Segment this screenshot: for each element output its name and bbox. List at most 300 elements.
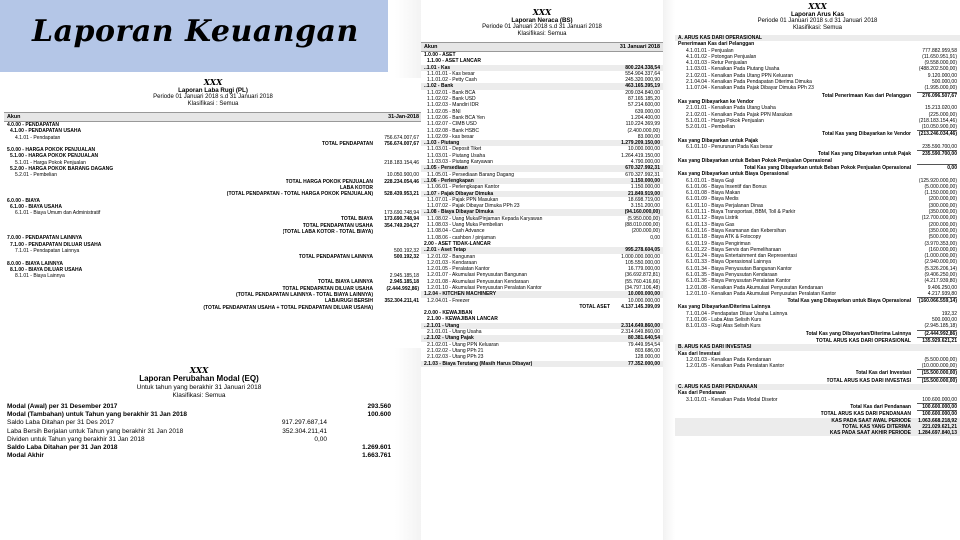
cash-flow-report [675,2,960,540]
row-label: 1.2.01.08 - Akumulasi Penyusutan Kendaraan [427,278,529,285]
report-row [675,164,960,171]
report-row [675,369,960,376]
row-label: 1.1.02.03 - Mandiri IDR [427,102,479,109]
row-value: (500.000,00) [928,234,957,241]
row-label: 8.0.00 - BIAYA LAINNYA [7,260,63,267]
row-label: 1.1.02.01 - Bank BCA [427,89,476,96]
row-value: 192,32 [941,310,957,317]
column-period: 31-Jan-2018 [388,114,419,120]
company-name: XXX [203,78,223,87]
report-row [675,403,960,410]
row-value: 1.663.761 [362,452,391,460]
row-value: 2.314.649.860,00 [621,329,660,336]
row-value: 235.590.700,00 [917,150,957,157]
row-label: 1.2.01.10 - Akumulasi Penyusutan Peralatan Kantor [427,284,542,291]
row-label: LABA KOTOR [339,184,373,191]
report-row [4,452,394,460]
balance-sheet-report [421,8,663,540]
row-label: ..2.1.01 - Utang [424,322,460,329]
row-value: (9.406.250,00) [924,271,957,278]
profit-loss-report [4,78,422,348]
report-row [675,377,960,384]
row-value: (2.945.185,18) [924,323,957,330]
report-row [4,411,394,419]
row-value: (488.202.500,00) [918,66,957,73]
report-title: Laporan Perubahan Modal (EQ) [139,374,259,383]
row-value: (213.246.034,46) [918,131,957,138]
row-value: 500.192,32 [393,247,419,254]
row-label: 2.1.02.01 - Kenaikan Pada Utang PPN Keluaran [686,72,794,79]
report-row [421,361,663,367]
row-value: 354.749.204,27 [384,222,419,229]
row-value: 1.063.668.218,92 [918,417,957,424]
row-value: 100.600.000,00 [917,410,957,417]
row-label: 6.1.01 - Biaya Umum dan Administratif [15,210,101,217]
row-label: 1.2.04.01 - Freezer [427,297,470,304]
row-label: 1.2.01.07 - Akumulasi Penyusutan Bangunan [427,272,528,279]
row-value: 135.929.621,21 [917,337,957,344]
row-label: 6.1.01.16 - Biaya Keamanan dan Kebersihan [686,227,786,234]
row-label: Total Kas yang Dibayarkan untuk Pajak [818,151,911,158]
row-value: 9.406.250,00 [927,284,957,291]
equity-change-report [4,366,394,496]
row-value: 235.590.700,00 [922,144,957,151]
row-label: ..1.06 - Perlengkapan [424,177,474,184]
row-label: 7.1.01 - Pendapatan Lainnya [15,247,80,254]
row-label: 5.0.00 - HARGA POKOK PENJUALAN [7,147,96,154]
row-value: 228.234.054,46 [384,178,419,185]
row-value: 110.224.369,99 [625,121,660,128]
row-label: Total Penerimaan Kas dari Pelanggan [821,92,911,99]
row-value: 15.213.020,00 [925,105,957,112]
row-label: ..1.08 - Biaya Dibayar Dimuka [424,209,494,216]
row-value: (350.000,00) [928,209,957,216]
row-label: TOTAL PENDAPATAN [321,140,373,147]
report-period: Periode 01 Januari 2018 s.d 31 Januari 2018 [153,94,273,100]
row-label: 1.2.01.05 - Peralatan Kantor [427,266,490,273]
row-label: 2.1.03 - Biaya Terutang (Masih Harus Dibayar) [424,360,533,367]
row-label: TOTAL KAS YANG DITERIMA [842,423,911,430]
row-label: 7.1.01.06 - Laba Atas Selisih Kurs [686,317,762,324]
row-value: (34.797.106,48) [624,284,660,291]
row-label: 6.0.00 - BIAYA [7,197,40,204]
row-value: 100.600.000,00 [917,403,957,410]
row-label: Penerimaan Kas dari Pelanggan [678,41,755,48]
report-row [675,297,960,304]
report-header [4,78,422,108]
row-value: (88.010.000,00) [624,222,660,229]
row-value: 10.050.900,00 [387,172,419,179]
report-rows [675,35,960,436]
row-label: 1.1.03.01 - Kenaikan Pada Piutang Usaha [686,66,780,73]
row-label: 5.2.01.01 - Pembelian [686,124,735,131]
row-label: Kas yang Dibayarkan untuk Biaya Operasional [678,171,789,178]
row-value: 500.000,00 [931,317,957,324]
row-label: 8.1.00 - BIAYA DILUAR USAHA [10,266,83,273]
row-value: 1.150.000,00 [630,184,660,191]
row-value: 500.192,32 [393,254,419,261]
row-value: 293.560 [367,403,391,410]
row-label: 6.1.01.08 - Biaya Makan [686,190,741,197]
row-label: Dividen untuk Tahun yang berakhir 31 Jan 2018 [7,435,145,443]
row-label: 1.1.02.08 - Bank HSBC [427,127,479,134]
report-classification: Klasifikasi : Semua [187,101,239,107]
row-label: 8.1.01.03 - Rugi Atas Selisih Kurs [686,323,761,330]
row-value: 995.278.604,05 [625,247,660,254]
column-account: Akun [7,114,21,120]
row-label: Saldo Laba Ditahan per 31 Des 2017 [7,419,114,427]
row-label: ..1.02 - Bank [424,83,454,90]
row-label: 1.1.07.01 - Pajak PPN Masukan [427,196,499,203]
report-header [4,366,394,400]
row-value: 4.217.939,80 [927,290,957,297]
column-account: Akun [424,44,438,50]
row-value: (55.760.416,66) [624,278,660,285]
row-label: ..2.1.02 - Utang Pajak [424,335,474,342]
row-subvalue: 0,00 [314,435,327,443]
row-value: (1.995.000,00) [924,85,957,92]
row-label: ..1.01 - Kas [424,64,451,71]
row-value: 2.314.649.860,00 [621,322,660,329]
row-label: Kas yang Dibayarkan untuk Pajak [678,137,759,144]
row-value: 79.449.954,54 [628,341,660,348]
row-label: Total Kas yang Dibayarkan untuk Biaya Operasional [787,298,911,305]
report-row [675,330,960,337]
row-value: 100.600.000,00 [922,396,957,403]
row-value: 803.686,00 [634,347,660,354]
row-label: TOTAL PENDAPATAN LAINNYA [298,254,373,261]
row-label: 6.1.01.10 - Biaya Perjalanan Dinas [686,202,764,209]
row-label: 1.1.06.01 - Perlengkapan Kantor [427,184,500,191]
row-label: 1.1.03.03 - Piutang Karyawan [427,159,493,166]
row-label: 6.1.01.01 - Biaya Gaji [686,177,735,184]
report-row [675,92,960,99]
row-label: 1.2.01.03 - Kendaraan [427,259,477,266]
row-value: 10.000.000,00 [628,297,660,304]
row-value: 57.214.600,00 [628,102,660,109]
row-value: 87.165.185,20 [628,96,660,103]
row-value: 16.779.000,00 [628,266,660,273]
row-value: 1.279.209.150,00 [621,140,660,147]
row-label: 6.1.01.22 - Biaya Servis dan Pemeliharaan [686,246,782,253]
row-value: 173.690.748,94 [384,210,419,217]
row-label: 1.1.02.05 - BNI [427,108,461,115]
row-label: 1.1.08.06 - cashbon / pinjaman [427,234,496,241]
column-header [421,42,663,52]
row-label: 6.1.01.19 - Biaya Pengiriman [686,240,751,247]
row-label: Total Kas dari Pendanaan [850,403,911,410]
row-value: 800.224.338,54 [625,64,660,71]
report-rows [4,122,422,311]
row-label: 2.1.01.01 - Utang Usaha [427,329,482,336]
row-label: 1.1.02.06 - Bank BCA Yen [427,114,485,121]
row-label: Modal (Tambahan) untuk Tahun yang berakhir 31 Jan 2018 [7,411,187,419]
row-label: 1.1.01.01 - Kas besar [427,70,475,77]
row-label: 7.1.01.04 - Pendapatan Diluar Usaha Lainnya [686,310,788,317]
row-label: 6.1.01.33 - Biaya Operasional Lainnya [686,259,772,266]
report-header [421,8,663,38]
row-value: (225.000,00) [928,111,957,118]
row-label: ..2.01 - Aset Tetap [424,247,466,254]
row-label: 2.1.04.04 - Kenaikan Pada Pendapatan Diterima Dimuka [686,79,812,86]
row-label: ..1.03 - Piutang [424,140,460,147]
row-label: TOTAL ASET [579,303,610,310]
row-value: 9.120.000,00 [927,72,957,79]
column-period: 31 Januari 2018 [619,44,660,50]
row-value: (5.950.000,00) [627,215,660,222]
row-value: 352.304.211,41 [384,298,419,305]
row-value: 500.000,00 [931,79,957,86]
company-name: XXX [808,2,827,11]
row-value: (5.000.000,00) [924,183,957,190]
row-value: (350.000,00) [928,227,957,234]
row-value: 10.000.000,00 [628,291,660,298]
report-title: Laporan Laba Rugi (PL) [178,87,248,94]
row-label: 5.1.00 - HARGA POKOK PENJUALAN [10,153,99,160]
row-subvalue: 917.297.687,14 [281,419,327,427]
row-label: TOTAL BIAYA [340,216,373,223]
row-value: (200.000,00) [631,228,660,235]
row-label: 1.1.07.02 - Pajak Dibayar Dimuka PPh 23 [427,203,520,210]
row-value: 1.000.000.000,00 [621,253,660,260]
report-title: Laporan Arus Kas [790,11,845,18]
row-value: 1.269.601 [362,444,391,452]
row-label: 6.1.01.35 - Biaya Penyusutan Kendaraan [686,271,778,278]
row-value: 128.000,00 [634,354,660,361]
row-label: 6.1.01.18 - Biaya ATK & Fotocopy [686,234,761,241]
company-name: XXX [189,366,209,375]
report-classification: Klasifikasi: Semua [517,31,567,37]
row-value: 77.352.000,00 [628,360,660,367]
report-row [4,436,394,444]
row-label: KAS PADA SAAT AWAL PERIODE [831,417,911,424]
row-subvalue: 352.304.211,41 [282,427,327,435]
row-value: (2.444.992,86) [386,285,419,292]
row-value: 1.150.000,00 [630,177,660,184]
row-value: 80.381.640,54 [628,335,660,342]
row-label: 2.1.01.01 - Kenaikan Pada Utang Usaha [686,105,776,112]
row-label: 1.1.07.04 - Kenaikan Pada Pajak Dibayar Dimuka PPh 23 [686,85,814,92]
report-header [675,2,960,32]
row-label: TOTAL ARUS KAS DARI INVESTASI [826,377,911,384]
row-label: KAS PADA SAAT AKHIR PERIODE [829,430,911,437]
row-value: (3.970.353,00) [924,240,957,247]
row-label: 7.1.00 - PENDAPATAN DILUAR USAHA [10,241,102,248]
row-label: Total Kas yang Dibayarkan/Diterima Lainnya [805,330,911,337]
row-value: (36.692.872,81) [624,272,660,279]
row-value: 2.945.185,18 [389,273,419,280]
row-label: 1.1.00 - ASET LANCAR [427,58,481,65]
row-value: 756.674.007,67 [384,140,419,147]
row-label: 1.1.02.02 - Bank USD [427,96,476,103]
report-row [4,419,394,427]
row-label: Kas dari Pendanaan [678,390,726,397]
row-label: Kas yang Dibayarkan/Diterima Lainnya [678,304,771,311]
row-label: TOTAL PENDAPATAN DILUAR USAHA [282,285,373,292]
row-label: 4.1.01.02 - Potongan Penjualan [686,53,757,60]
row-value: (2.444.992,86) [917,330,957,337]
row-value: (5.326.206,14) [924,265,957,272]
row-value: 777.882.959,58 [922,47,957,54]
row-label: ..1.05 - Persediaan [424,165,468,172]
row-value: (94.160.000,00) [624,209,660,216]
row-label: Total Kas yang Dibayarkan untuk Beban Pokok Penjualan Operasional [744,164,911,171]
report-period: Periode 01 Januari 2018 s.d 31 Januari 2018 [757,18,878,24]
row-label: 5.2.00 - HARGA POKOK BARANG DAGANG [10,166,114,173]
row-label: 6.1.01.11 - Biaya Transportasi, BBM, Toll & Parkir [686,209,796,216]
row-label: (TOTAL PENDAPATAN - TOTAL HARGA POKOK PENJUALAN) [226,191,373,198]
row-label: TOTAL ARUS KAS DARI PENDANAAN [820,411,911,418]
row-value: 4.790.000,00 [630,159,660,166]
report-classification: Klasifikasi: Semua [172,392,226,399]
row-label: Modal Akhir [7,452,44,460]
row-label: 1.2.01.10 - Kenaikan Pada Akumulasi Penyusutan Peralatan Kantor [686,290,837,297]
row-value: 21.849.919,00 [628,190,660,197]
row-label: A. ARUS KAS DARI OPERASIONAL [678,35,762,41]
row-label: 6.1.01.34 - Biaya Penyusutan Bangunan Kantor [686,265,792,272]
row-label: 4.0.00 - PENDAPATAN [7,122,59,128]
row-value: (2.940.000,00) [924,259,957,266]
row-label: 1.2.04 - KITCHEN MACHINERY [424,291,497,298]
row-label: ..1.07 - Pajak Dibayar Dimuka [424,190,494,197]
row-label: 6.1.01.09 - Biaya Medis [686,196,739,203]
column-header [4,112,422,122]
row-label: 5.1.01 - Harga Pokok Penjualan [15,159,86,166]
report-row [675,430,960,436]
row-label: TOTAL ARUS KAS DARI OPERASIONAL [815,337,911,344]
row-label: 1.1.05.01 - Persediaan Barang Dagang [427,171,515,178]
row-value: 1.284.697.840,13 [918,430,957,437]
report-row [4,444,394,452]
row-label: 4.1.01.03 - Retur Penjualan [686,60,748,67]
row-value: (200.000,00) [928,196,957,203]
row-label: 6.1.01.12 - Biaya Listrik [686,215,739,222]
row-value: 1.204.400,00 [630,114,660,121]
row-label: 4.1.01.01 - Penjualan [686,47,734,54]
row-label: 3.1.01.01 - Kenaikan Pada Modal Disetor [686,396,778,403]
title-banner [0,0,388,72]
company-name: XXX [532,8,552,17]
row-label: 2.1.02.02 - Utang PPh 21 [427,347,484,354]
report-row [4,428,394,436]
row-value: 463.165.395,19 [625,83,660,90]
row-value: 639.000,00 [634,108,660,115]
row-label: (TOTAL PENDAPATAN USAHA + TOTAL PENDAPATAN DILUAR USAHA) [203,304,373,311]
row-label: 2.1.02.03 - Utang PPh 23 [427,354,484,361]
row-label: (TOTAL LABA KOTOR - TOTAL BIAYA) [282,229,373,236]
row-value: 100.600 [367,411,391,419]
row-value: 276.096.507,67 [917,92,957,99]
row-label: 1.1.03.01 - Deposit Tiket [427,146,482,153]
row-value: 1.264.419.150,00 [621,152,660,159]
report-row [4,305,422,311]
row-label: 5.2.01 - Pembelian [15,172,57,179]
report-title: Laporan Neraca (BS) [511,17,573,24]
row-value: 105.550.000,00 [625,259,660,266]
row-label: 1.2.01.05 - Kenaikan Pada Peralatan Kantor [686,363,785,370]
row-value: 3.151.200,00 [630,203,660,210]
report-period: Periode 01 Januari 2018 s.d 31 Januari 2018 [482,24,602,30]
row-label: 1.0.00 - ASET [424,52,456,58]
row-value: 173.690.748,94 [384,216,419,223]
row-value: (160.000,00) [928,246,957,253]
row-value: (11.650.951,91) [922,53,957,60]
row-label: 2.1.00 - KEWAJIBAN LANCAR [427,316,498,323]
row-value: 756.674.007,67 [384,134,419,141]
row-label: 1.2.01.02 - Bangunan [427,253,476,260]
row-label: LABA/RUGI BERSIH [324,298,373,305]
row-value: 528.439.953,21 [384,191,419,198]
page-title: Laporan Keuangan [32,14,359,49]
row-label: TOTAL BIAYA LAINNYA [317,279,373,286]
row-value: (125.920.000,00) [918,177,957,184]
report-row [675,410,960,417]
row-label: 5.1.01.01 - Harga Pokok Penjualan [686,117,764,124]
row-label: TOTAL PENDAPATAN USAHA [302,222,373,229]
report-rows [4,403,394,460]
row-value: 209.034.840,00 [625,89,660,96]
row-label: 1.2.01.03 - Kenaikan Pada Kendaraan [686,356,772,363]
row-label: 8.1.01 - Biaya Lainnya [15,273,65,280]
row-label: Saldo Laba Ditahan per 31 Jan 2018 [7,444,118,452]
row-label: 2.0.00 - KEWAJIBAN [424,310,473,317]
row-value: (12.700.000,00) [921,215,957,222]
row-value: 670.327.992,31 [625,171,660,178]
row-value: 554.904.337,64 [625,70,660,77]
report-classification: Klasifikasi: Semua [792,25,843,31]
row-value: (200.000,00) [928,221,957,228]
report-row [675,150,960,157]
row-value: 0,00 [917,164,957,171]
row-value: (218.183.154,46) [918,117,957,124]
row-value: (4.217.939,80) [924,278,957,285]
row-value: 83.000,00 [637,133,660,140]
row-value: (10.000.000,00) [921,363,957,370]
row-label: Laba Bersih Berjalan untuk Tahun yang berakhir 31 Jan 2018 [7,427,184,435]
row-label: 1.1.02.07 - CIMB USD [427,121,477,128]
row-label: 4.1.00 - PENDAPATAN USAHA [10,128,82,135]
row-value: 218.183.154,46 [384,159,419,166]
row-value: 245.320.000,90 [625,77,660,84]
row-label: Total Kas dari Investasi [855,370,911,377]
row-value: (15.500.000,00) [917,377,957,384]
row-value: 4.137.145.399,09 [621,303,660,310]
row-value: 10.000.000,00 [628,146,660,153]
row-label: B. ARUS KAS DARI INVESTASI [678,344,752,351]
row-label: Total Kas yang Dibayarkan ke Vendor [822,131,911,138]
row-label: Kas dari Investasi [678,350,721,357]
row-label: 2.00 - ASET TIDAK-LANCAR [424,240,491,247]
row-label: Modal (Awal) per 31 Desember 2017 [7,403,118,410]
row-label: 1.1.08.03 - Uang Muka Pembelian [427,222,503,229]
row-label: 6.1.00 - BIAYA USAHA [10,203,62,210]
row-label: 1.2.01.08 - Kenaikan Pada Akumulasi Penyusutan Kendaraan [686,284,824,291]
row-value: (160.066.559,14) [918,298,957,305]
row-value: (2.400.000,00) [627,127,660,134]
row-value: 0,00 [650,234,660,241]
row-label: 6.1.01.06 - Biaya Insentif dan Bonus [686,183,767,190]
row-label: 1.1.03.01 - Piutang Usaha [427,152,486,159]
row-label: 1.1.08.02 - Uang Muka/Pinjaman Kepada Karyawan [427,215,543,222]
report-rows [421,52,663,367]
row-label: 1.1.08.04 - Cash Advance [427,228,485,235]
row-label: 6.1.01.10 - Penurunan Pada Kas besar [686,144,773,151]
row-value: 221.029.621,21 [922,423,957,430]
row-label: 2.1.02.01 - Utang PPN Keluaran [427,341,499,348]
row-value: (15.500.000,00) [917,369,957,376]
row-label: C. ARUS KAS DARI PENDANAAN [678,384,758,391]
report-period: Untuk tahun yang berakhir 31 Januari 2018 [136,384,262,391]
